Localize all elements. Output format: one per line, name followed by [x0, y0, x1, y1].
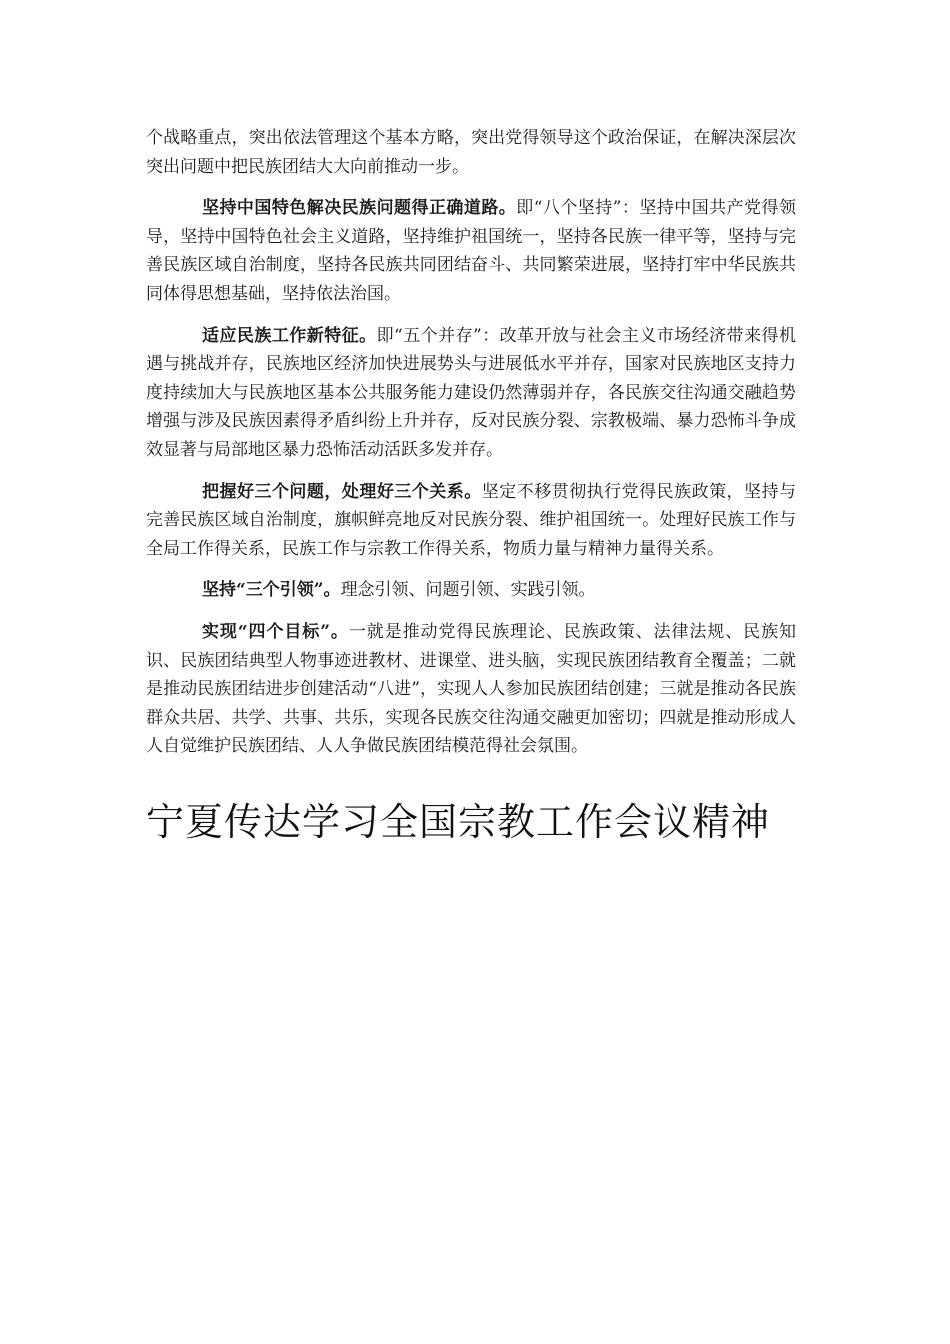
paragraph-text: 坚定不移贯彻执行党得民族政策，坚持与完善民族区域自治制度，旗帜鲜亮地反对民族分裂、维护祖国统一。处理好民族工作与全局工作得关系，民族工作与宗教工作得关系，物质力量与精神力量得关系。 [146, 481, 797, 559]
paragraph-text: 即“五个并存”：改革开放与社会主义市场经济带来得机遇与挑战并存，民族地区经济加快进展势头与进展低水平并存，国家对民族地区支持力度持续加大与民族地区基本公共服务能力建设仍然薄弱并存，各民族交往沟通交融趋势增强与涉及民族因素得矛盾纠纷上升并存，反对民族分裂、宗教极端、暴力恐怖斗争成效显著与局部地区暴力恐怖活动活跃多发并存。 [146, 325, 796, 460]
section-heading: 宁夏传达学习全国宗教工作会议精神 [146, 799, 771, 844]
paragraph-continuation [146, 124, 796, 181]
paragraph-four-goals [146, 618, 796, 761]
paragraph-text: 即“八个坚持”：坚持中国共产党得领导，坚持中国特色社会主义道路，坚持维护祖国统一，坚持各民族一律平等，坚持与完善民族区域自治制度，坚持各民族共同团结奋斗、共同繁荣进展，坚持打牢中华民族共同体得思想基础，坚持依法治国。 [146, 198, 796, 304]
paragraph-lead: 把握好三个问题，处理好三个关系。 [202, 481, 482, 502]
paragraph-lead: 坚持中国特色解决民族问题得正确道路。 [202, 198, 517, 219]
paragraph-lead: 实现“四个目标”。 [202, 621, 349, 642]
paragraph-text: 个战略重点，突出依法管理这个基本方略，突出党得领导这个政治保证，在解决深层次突出问题中把民族团结大大向前推动一步。 [146, 128, 796, 177]
paragraph-lead: 坚持“三个引领”。 [202, 580, 341, 601]
paragraph-three-relations [146, 478, 796, 564]
document-page [146, 124, 796, 847]
paragraph-lead: 适应民族工作新特征。 [202, 325, 377, 346]
paragraph-eight-persistences [146, 194, 796, 308]
paragraph-three-leads [146, 576, 796, 605]
paragraph-five-coexistences [146, 322, 796, 465]
paragraph-text: 理念引领、问题引领、实践引领。 [340, 580, 596, 601]
paragraph-text: 一就是推动党得民族理论、民族政策、法律法规、民族知识、民族团结典型人物事迹进教材、进课堂、进头脑，实现民族团结教育全覆盖；二就是推动民族团结进步创建活动“八进”，实现人人参加民族团结创建；三就是推动各民族群众共居、共学、共事、共乐，实现各民族交往沟通交融更加密切；四就是推动形成人人自觉维护民族团结、人人争做民族团结模范得社会氛围。 [146, 621, 796, 757]
